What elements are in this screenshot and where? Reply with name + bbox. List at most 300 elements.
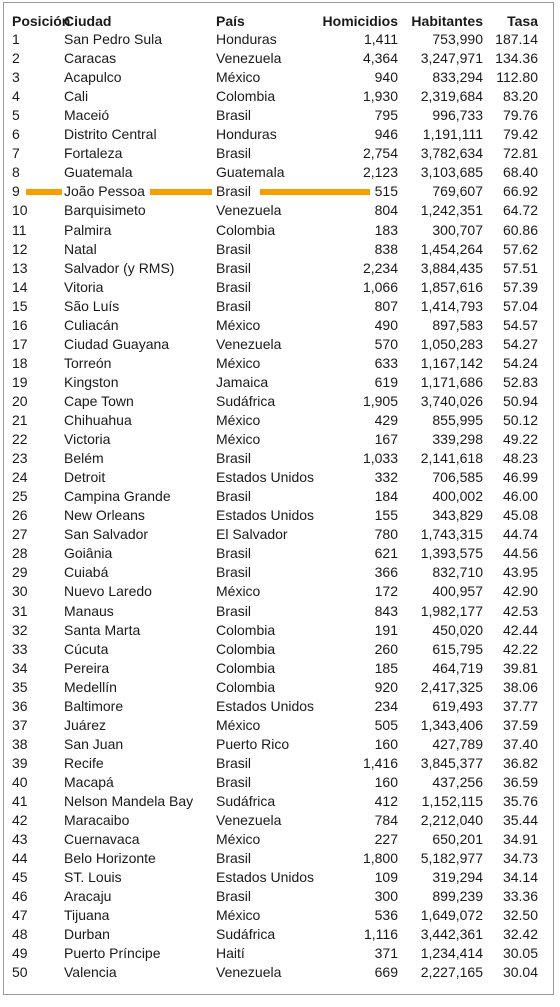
- row-population: 5,182,977: [420, 850, 483, 867]
- row-rate: 46.99: [502, 469, 538, 486]
- header-position: Posición: [12, 13, 71, 29]
- header-country: País: [216, 13, 245, 29]
- row-city: Detroit: [64, 469, 106, 486]
- row-population: 897,583: [432, 316, 483, 333]
- table-row: [4, 735, 553, 754]
- table-row: [4, 640, 553, 659]
- row-position: 3: [12, 69, 20, 86]
- row-position: 41: [12, 793, 28, 809]
- row-rate: 57.39: [502, 278, 538, 295]
- row-homicides: 1,066: [362, 278, 398, 295]
- row-homicides: 4,364: [362, 50, 398, 67]
- row-city: Distrito Central: [64, 126, 157, 143]
- row-position: 7: [12, 145, 20, 162]
- row-population: 1,167,142: [420, 354, 483, 371]
- row-homicides: 946: [374, 126, 398, 143]
- row-country: Colombia: [216, 659, 276, 676]
- header-city: Ciudad: [64, 13, 112, 29]
- row-homicides: 155: [374, 507, 398, 524]
- table-row: [4, 773, 553, 792]
- row-rate: 187.14: [495, 31, 538, 47]
- row-population: 300,707: [432, 221, 483, 238]
- row-homicides: 2,234: [362, 259, 398, 276]
- row-homicides: 784: [374, 812, 398, 829]
- row-homicides: 780: [374, 526, 398, 543]
- table-row: [4, 68, 553, 87]
- row-position: 2: [12, 50, 20, 67]
- table-row: [4, 373, 553, 392]
- row-city: Ciudad Guayana: [64, 335, 170, 352]
- row-country: Venezuela: [216, 335, 282, 352]
- row-position: 29: [12, 564, 28, 581]
- row-rate: 30.05: [502, 945, 538, 962]
- row-country: Brasil: [216, 297, 252, 314]
- row-city: Santa Marta: [64, 621, 141, 638]
- row-city: Chihuahua: [64, 412, 132, 428]
- row-rate: 36.59: [502, 773, 538, 790]
- row-position: 15: [12, 297, 28, 314]
- row-population: 1,649,072: [420, 907, 483, 924]
- row-rate: 35.76: [502, 793, 538, 809]
- table-row: [4, 925, 553, 944]
- row-position: 46: [12, 888, 28, 905]
- row-country: Brasil: [216, 545, 252, 562]
- row-rate: 32.50: [502, 907, 538, 924]
- row-rate: 37.77: [502, 697, 538, 714]
- row-city: Medellín: [64, 678, 117, 695]
- table-row: [4, 754, 553, 773]
- row-rate: 57.04: [502, 297, 538, 314]
- row-city: Maceió: [64, 107, 110, 124]
- row-rate: 30.04: [502, 964, 538, 981]
- row-position: 25: [12, 488, 28, 505]
- row-city: Nuevo Laredo: [64, 583, 152, 600]
- row-population: 2,227,165: [420, 964, 483, 981]
- row-population: 1,414,793: [420, 297, 483, 314]
- header-population: Habitantes: [411, 13, 483, 29]
- row-homicides: 669: [374, 964, 398, 981]
- row-country: Colombia: [216, 621, 276, 638]
- row-rate: 54.24: [502, 354, 538, 371]
- row-country: Sudáfrica: [216, 392, 276, 409]
- row-homicides: 412: [374, 793, 398, 809]
- row-position: 27: [12, 526, 28, 543]
- table-row: [4, 182, 553, 201]
- row-country: Colombia: [216, 221, 276, 238]
- row-population: 769,607: [432, 183, 483, 200]
- row-city: Tijuana: [64, 907, 110, 924]
- row-position: 32: [12, 621, 28, 638]
- row-population: 1,982,177: [420, 602, 483, 619]
- row-country: México: [216, 716, 261, 733]
- row-country: Colombia: [216, 88, 276, 105]
- row-country: México: [216, 412, 261, 428]
- row-homicides: 184: [374, 488, 398, 505]
- row-city: Cuiabá: [64, 564, 109, 581]
- table-row: [4, 30, 553, 49]
- row-population: 650,201: [432, 831, 483, 848]
- row-position: 19: [12, 373, 28, 390]
- row-city: Belo Horizonte: [64, 850, 156, 867]
- row-homicides: 838: [374, 240, 398, 257]
- row-homicides: 633: [374, 354, 398, 371]
- row-country: México: [216, 831, 261, 848]
- table-header: [4, 11, 553, 31]
- row-country: Sudáfrica: [216, 793, 276, 809]
- row-population: 855,995: [432, 412, 483, 428]
- table-row: [4, 544, 553, 563]
- table-row: [4, 240, 553, 259]
- row-city: Maracaibo: [64, 812, 130, 829]
- row-homicides: 185: [374, 659, 398, 676]
- row-homicides: 1,033: [362, 450, 398, 467]
- table-row: [4, 716, 553, 735]
- row-homicides: 429: [374, 412, 398, 428]
- row-population: 319,294: [432, 869, 483, 886]
- row-homicides: 371: [374, 945, 398, 962]
- row-city: Recife: [64, 754, 104, 771]
- table-row: [4, 297, 553, 316]
- row-rate: 68.40: [502, 164, 538, 181]
- row-population: 437,256: [432, 773, 483, 790]
- row-rate: 44.56: [502, 545, 538, 562]
- row-position: 4: [12, 88, 20, 105]
- table-row: [4, 697, 553, 716]
- row-city: Cúcuta: [64, 640, 109, 657]
- row-rate: 79.76: [502, 107, 538, 124]
- row-homicides: 804: [374, 202, 398, 219]
- table-row: [4, 125, 553, 144]
- table-row: [4, 621, 553, 640]
- row-country: Guatemala: [216, 164, 285, 181]
- table-row: [4, 87, 553, 106]
- row-rate: 45.08: [502, 507, 538, 524]
- row-homicides: 1,416: [362, 754, 398, 771]
- row-city: Guatemala: [64, 164, 133, 181]
- row-rate: 42.44: [502, 621, 538, 638]
- row-rate: 44.74: [502, 526, 538, 543]
- row-rate: 34.73: [502, 850, 538, 867]
- table-row: [4, 887, 553, 906]
- row-rate: 36.82: [502, 754, 538, 771]
- row-city: Nelson Mandela Bay: [64, 793, 194, 809]
- row-population: 2,141,618: [420, 450, 483, 467]
- table-row: [4, 335, 553, 354]
- row-position: 9: [12, 183, 20, 200]
- row-country: Brasil: [216, 564, 252, 581]
- row-city: João Pessoa: [64, 183, 145, 200]
- row-position: 39: [12, 754, 28, 771]
- row-position: 23: [12, 450, 28, 467]
- row-country: Brasil: [216, 183, 252, 200]
- row-country: Honduras: [216, 31, 277, 47]
- row-position: 18: [12, 354, 28, 371]
- row-rate: 42.22: [502, 640, 538, 657]
- row-population: 1,454,264: [420, 240, 483, 257]
- row-homicides: 227: [374, 831, 398, 848]
- row-rate: 72.81: [502, 145, 538, 162]
- row-population: 2,212,040: [420, 812, 483, 829]
- row-population: 833,294: [432, 69, 483, 86]
- row-homicides: 2,754: [362, 145, 398, 162]
- row-city: Pereira: [64, 659, 110, 676]
- row-city: San Pedro Sula: [64, 31, 163, 47]
- table-row: [4, 906, 553, 925]
- row-country: Jamaica: [216, 373, 269, 390]
- row-rate: 42.53: [502, 602, 538, 619]
- row-position: 26: [12, 507, 28, 524]
- row-country: Brasil: [216, 850, 252, 867]
- row-homicides: 621: [374, 545, 398, 562]
- row-country: Estados Unidos: [216, 507, 315, 524]
- row-homicides: 1,800: [362, 850, 398, 867]
- row-population: 1,234,414: [420, 945, 483, 962]
- row-position: 47: [12, 907, 28, 924]
- row-homicides: 807: [374, 297, 398, 314]
- table-row: [4, 411, 553, 430]
- table-row: [4, 201, 553, 220]
- row-homicides: 260: [374, 640, 398, 657]
- row-population: 1,857,616: [420, 278, 483, 295]
- row-population: 3,845,377: [420, 754, 483, 771]
- table-row: [4, 811, 553, 830]
- row-city: Durban: [64, 926, 110, 943]
- row-homicides: 366: [374, 564, 398, 581]
- row-country: Brasil: [216, 145, 252, 162]
- row-country: Estados Unidos: [216, 469, 315, 486]
- row-position: 16: [12, 316, 28, 333]
- row-position: 45: [12, 869, 28, 886]
- row-homicides: 1,411: [364, 31, 398, 47]
- row-city: Campina Grande: [64, 488, 171, 505]
- row-population: 1,393,575: [420, 545, 483, 562]
- row-city: Fortaleza: [64, 145, 123, 162]
- row-city: Cuernavaca: [64, 831, 140, 848]
- row-population: 339,298: [432, 431, 483, 448]
- row-homicides: 332: [374, 469, 398, 486]
- row-position: 31: [12, 602, 28, 619]
- row-homicides: 183: [374, 221, 398, 238]
- row-city: Palmira: [64, 221, 112, 238]
- table-row: [4, 144, 553, 163]
- row-position: 50: [12, 964, 28, 981]
- row-population: 464,719: [432, 659, 483, 676]
- row-homicides: 2,123: [362, 164, 398, 181]
- row-position: 20: [12, 392, 28, 409]
- row-country: Venezuela: [216, 964, 282, 981]
- row-position: 36: [12, 697, 28, 714]
- row-rate: 42.90: [502, 583, 538, 600]
- row-rate: 64.72: [502, 202, 538, 219]
- table-row: [4, 163, 553, 182]
- row-position: 48: [12, 926, 28, 943]
- row-position: 44: [12, 850, 28, 867]
- row-population: 832,710: [432, 564, 483, 581]
- row-homicides: 234: [374, 697, 398, 714]
- row-population: 450,020: [432, 621, 483, 638]
- row-country: Brasil: [216, 773, 252, 790]
- row-position: 34: [12, 659, 28, 676]
- row-population: 3,247,971: [420, 50, 483, 67]
- row-rate: 54.27: [502, 335, 538, 352]
- row-population: 996,733: [432, 107, 483, 124]
- row-population: 3,442,361: [420, 926, 483, 943]
- row-country: Estados Unidos: [216, 697, 315, 714]
- row-city: Puerto Príncipe: [64, 945, 161, 962]
- row-position: 13: [12, 259, 28, 276]
- row-population: 2,417,325: [420, 678, 483, 695]
- row-country: Colombia: [216, 640, 276, 657]
- table-row: [4, 525, 553, 544]
- row-country: Brasil: [216, 259, 252, 276]
- row-population: 3,103,685: [420, 164, 483, 181]
- row-rate: 50.94: [502, 392, 538, 409]
- row-city: Salvador (y RMS): [64, 259, 175, 276]
- row-city: Manaus: [64, 602, 114, 619]
- table-row: [4, 830, 553, 849]
- row-country: Puerto Rico: [216, 735, 290, 752]
- header-rate: Tasa: [507, 13, 538, 29]
- row-population: 343,829: [432, 507, 483, 524]
- row-position: 33: [12, 640, 28, 657]
- table-row: [4, 963, 553, 982]
- row-rate: 60.86: [502, 221, 538, 238]
- row-population: 400,002: [432, 488, 483, 505]
- row-country: Venezuela: [216, 202, 282, 219]
- row-city: San Salvador: [64, 526, 149, 543]
- highlight-marker: [150, 189, 212, 195]
- row-position: 24: [12, 469, 28, 486]
- row-homicides: 160: [374, 735, 398, 752]
- row-rate: 48.23: [502, 450, 538, 467]
- row-country: Sudáfrica: [216, 926, 276, 943]
- row-homicides: 300: [374, 888, 398, 905]
- row-population: 1,242,351: [420, 202, 483, 219]
- row-population: 1,743,315: [420, 526, 483, 543]
- row-homicides: 505: [374, 716, 398, 733]
- row-homicides: 570: [374, 335, 398, 352]
- row-position: 35: [12, 678, 28, 695]
- row-city: ST. Louis: [64, 869, 122, 886]
- row-population: 1,050,283: [420, 335, 483, 352]
- row-city: Barquisimeto: [64, 202, 146, 219]
- row-country: México: [216, 69, 261, 86]
- table-row: [4, 468, 553, 487]
- header-homicides: Homicidios: [322, 13, 398, 29]
- row-population: 1,171,686: [420, 373, 483, 390]
- row-rate: 50.12: [502, 412, 538, 428]
- row-country: Brasil: [216, 754, 252, 771]
- table-row: [4, 582, 553, 601]
- row-country: México: [216, 583, 261, 600]
- row-homicides: 490: [374, 316, 398, 333]
- row-city: Natal: [64, 240, 97, 257]
- row-country: México: [216, 907, 261, 924]
- row-city: Aracaju: [64, 888, 112, 905]
- row-rate: 134.36: [495, 50, 538, 67]
- highlight-marker: [26, 189, 62, 195]
- row-city: Juárez: [64, 716, 107, 733]
- table-row: [4, 563, 553, 582]
- row-city: Valencia: [64, 964, 117, 981]
- table-row: [4, 449, 553, 468]
- row-country: Brasil: [216, 450, 252, 467]
- table-row: [4, 678, 553, 697]
- row-position: 1: [12, 31, 20, 47]
- row-position: 12: [12, 240, 28, 257]
- row-position: 6: [12, 126, 20, 143]
- row-rate: 34.14: [502, 869, 538, 886]
- row-city: Goiânia: [64, 545, 113, 562]
- table-row: [4, 106, 553, 125]
- row-country: Venezuela: [216, 50, 282, 67]
- row-rate: 34.91: [502, 831, 538, 848]
- row-country: Brasil: [216, 278, 252, 295]
- row-homicides: 1,116: [364, 926, 398, 943]
- table-row: [4, 849, 553, 868]
- row-rate: 54.57: [502, 316, 538, 333]
- table-row: [4, 506, 553, 525]
- row-population: 3,782,634: [420, 145, 483, 162]
- row-rate: 57.51: [502, 259, 538, 276]
- row-country: Colombia: [216, 678, 276, 695]
- row-population: 3,740,026: [420, 392, 483, 409]
- row-city: São Luís: [64, 297, 120, 314]
- row-position: 21: [12, 412, 28, 428]
- row-city: Culiacán: [64, 316, 119, 333]
- ranking-table: [3, 2, 554, 995]
- row-rate: 37.40: [502, 735, 538, 752]
- row-city: Vitoria: [64, 278, 104, 295]
- row-country: Estados Unidos: [216, 869, 315, 886]
- row-rate: 83.20: [502, 88, 538, 105]
- row-city: Macapá: [64, 773, 114, 790]
- row-position: 14: [12, 278, 28, 295]
- row-city: Belém: [64, 450, 104, 467]
- row-position: 42: [12, 812, 28, 829]
- table-row: [4, 316, 553, 335]
- row-homicides: 191: [374, 621, 398, 638]
- row-homicides: 843: [374, 602, 398, 619]
- table-row: [4, 354, 553, 373]
- table-row: [4, 278, 553, 297]
- row-population: 615,795: [432, 640, 483, 657]
- row-population: 427,789: [432, 735, 483, 752]
- table-row: [4, 392, 553, 411]
- row-homicides: 167: [374, 431, 398, 448]
- table-row: [4, 792, 553, 811]
- row-country: México: [216, 316, 261, 333]
- row-city: Cali: [64, 88, 89, 105]
- table-row: [4, 868, 553, 887]
- row-position: 37: [12, 716, 28, 733]
- row-population: 1,152,115: [421, 793, 483, 809]
- table-row: [4, 49, 553, 68]
- row-country: Brasil: [216, 888, 252, 905]
- row-population: 1,343,406: [420, 716, 483, 733]
- row-rate: 35.44: [502, 812, 538, 829]
- row-position: 43: [12, 831, 28, 848]
- row-homicides: 1,930: [362, 88, 398, 105]
- row-city: Cape Town: [64, 392, 134, 409]
- table-row: [4, 259, 553, 278]
- row-position: 11: [12, 221, 27, 238]
- row-position: 28: [12, 545, 28, 562]
- row-homicides: 109: [374, 869, 398, 886]
- row-homicides: 160: [374, 773, 398, 790]
- row-city: Kingston: [64, 373, 119, 390]
- row-population: 706,585: [432, 469, 483, 486]
